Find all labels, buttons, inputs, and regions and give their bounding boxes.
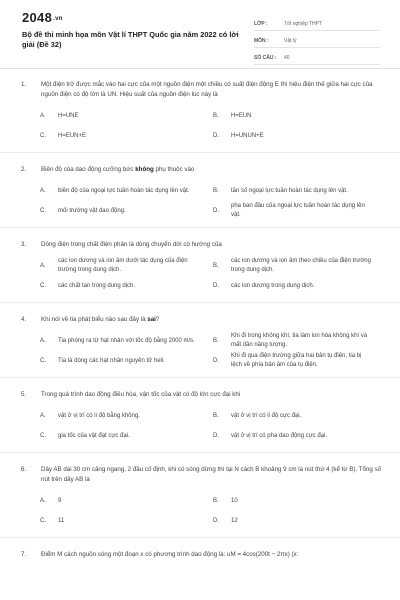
question-stem [0, 240, 400, 250]
option-letter: D. [213, 357, 219, 364]
answer-options [0, 331, 400, 371]
question-stem [0, 315, 400, 325]
option-letter: A. [40, 497, 46, 504]
answer-options [0, 406, 400, 446]
question-number: 1. [21, 81, 27, 88]
question-text [41, 550, 386, 560]
question-divider [0, 377, 400, 378]
question-text [41, 390, 386, 400]
answer-options [0, 491, 400, 531]
option-text: 9 [58, 497, 62, 504]
meta-label: LỚP : [254, 21, 268, 27]
option-letter: C. [40, 282, 46, 289]
logo-main: 2048 [22, 10, 53, 25]
answer-option[interactable] [213, 106, 386, 126]
option-text: môi trường vật dao động. [58, 207, 126, 214]
option-letter: B. [213, 337, 219, 344]
question-stem [0, 80, 400, 100]
option-text: 11 [58, 517, 65, 524]
option-letter: A. [40, 412, 46, 419]
option-text: các ion dương trong dung dịch. [231, 282, 315, 289]
question-text [41, 315, 386, 325]
question-text-part: Dây AB dài 30 cm căng ngang, 2 đầu cố định, khi có sóng dừng thì tại N cách B khoảng 9 cm là nút thứ 4 (kể từ B). Tổng số nút trên dây AB là [41, 466, 382, 483]
option-text: pha ban đầu của ngoại lực tuần hoàn tác dụng lên vật. [231, 203, 365, 218]
question-block [0, 550, 400, 560]
document-header [0, 0, 400, 62]
question-block [0, 165, 400, 228]
option-text: các ion dương và ion âm dưới tác dụng của điện trường trong dung dịch. [58, 258, 188, 273]
option-letter: C. [40, 432, 46, 439]
option-letter: C. [40, 357, 46, 364]
option-letter: A. [40, 112, 46, 119]
option-text: tần số ngoại lực tuần hoàn tác dụng lên vật. [231, 187, 348, 194]
question-list [0, 80, 400, 560]
option-text: vật ở vị trí có pha dao động cực đại. [231, 432, 328, 439]
header-divider [0, 68, 400, 69]
question-text-part: Biên độ của dao động cưỡng bức [41, 166, 136, 173]
meta-count-row [254, 48, 380, 65]
exam-meta [254, 14, 380, 65]
answer-option[interactable] [213, 126, 386, 146]
option-text: vật ở vị trí có li độ cực đại. [231, 412, 302, 419]
answer-option[interactable] [213, 426, 386, 446]
question-emphasis: không [135, 166, 154, 173]
question-number: 7. [21, 551, 27, 558]
answer-option[interactable] [213, 511, 386, 531]
option-letter: A. [40, 337, 46, 344]
option-text: Tia phóng ra từ hạt nhân với tốc độ bằng 2000 m/s. [58, 337, 195, 344]
option-text: Khi đi qua điện trường giữa hai bản tụ điện, tia bị lệch về phía bản âm của tụ điện. [231, 353, 362, 368]
question-number: 4. [21, 316, 27, 323]
option-letter: D. [213, 432, 219, 439]
answer-option[interactable] [213, 331, 386, 351]
option-text: H=EUN+E [58, 132, 87, 139]
option-text: Tia là dòng các hạt nhân nguyên tử heli. [58, 357, 165, 364]
answer-option[interactable] [213, 276, 386, 296]
question-text [41, 80, 386, 100]
option-letter: A. [40, 187, 46, 194]
answer-option[interactable] [40, 331, 213, 351]
site-logo[interactable] [22, 10, 63, 25]
question-number: 5. [21, 391, 27, 398]
option-letter: D. [213, 207, 219, 214]
question-text-part: Điểm M cách nguồn sóng một đoạn x có phương trình dao động là: uM = 4cos(200t − 2πx) (x: [41, 551, 299, 558]
question-text-part: ? [155, 316, 160, 323]
question-number: 6. [21, 466, 27, 473]
meta-value: Tốt nghiệp THPT [284, 21, 322, 27]
answer-option[interactable] [40, 126, 213, 146]
question-number: 3. [21, 241, 27, 248]
meta-label: SỐ CÂU : [254, 55, 277, 61]
option-letter: B. [213, 187, 219, 194]
question-divider [0, 152, 400, 153]
question-stem [0, 165, 400, 175]
option-text: H=EUN [231, 112, 252, 119]
option-letter: D. [213, 517, 219, 524]
option-text: vật ở vị trí có li độ bằng không. [58, 412, 140, 419]
option-letter: C. [40, 517, 46, 524]
answer-options [0, 256, 400, 296]
answer-option[interactable] [213, 256, 386, 276]
option-letter: C. [40, 132, 46, 139]
meta-class-row [254, 14, 380, 31]
option-text: 12 [231, 517, 238, 524]
option-letter: D. [213, 282, 219, 289]
answer-option[interactable] [213, 181, 386, 201]
answer-option[interactable] [40, 406, 213, 426]
answer-option[interactable] [40, 201, 213, 221]
question-number: 2. [21, 166, 27, 173]
question-text-part: Dòng điện trong chất điện phân là dòng chuyển dời có hướng của [41, 241, 222, 248]
question-divider [0, 227, 400, 228]
option-letter: C. [40, 207, 46, 214]
option-letter: B. [213, 262, 219, 269]
option-letter: D. [213, 132, 219, 139]
meta-subject-row [254, 31, 380, 48]
answer-option[interactable] [40, 351, 213, 371]
question-divider [0, 452, 400, 453]
answer-options [0, 106, 400, 146]
question-stem [0, 390, 400, 400]
meta-value: Vật lý [284, 38, 297, 44]
option-text: H=UNUN+E [231, 132, 264, 139]
question-text [41, 165, 386, 175]
answer-option[interactable] [40, 511, 213, 531]
answer-option[interactable] [40, 181, 213, 201]
question-text-part: phụ thuộc vào [153, 166, 195, 173]
logo-suffix: .vn [53, 16, 63, 22]
answer-option[interactable] [40, 256, 213, 276]
question-block [0, 240, 400, 303]
answer-option[interactable] [213, 406, 386, 426]
document-title: Bộ đề thi minh họa môn Vật lí THPT Quốc gia năm 2022 có lời giải (Đề 32) [22, 30, 239, 49]
answer-options [0, 181, 400, 221]
question-text-part: Một điện trở được mắc vào hai cực của một nguồn điện một chiều có suất điện động E thì hiệu điện thế giữa hai cực của nguồn điện có độ lớn là UN. Hiệu suất của nguồn điện lúc này là [41, 81, 373, 98]
meta-value: 40 [284, 55, 290, 61]
answer-option[interactable] [40, 491, 213, 511]
question-block [0, 390, 400, 453]
option-text: các chất tan trong dung dịch. [58, 282, 136, 289]
question-emphasis: sai [147, 316, 156, 323]
meta-label: MÔN : [254, 38, 269, 44]
question-text [41, 240, 386, 250]
question-text [41, 465, 386, 485]
option-letter: B. [213, 497, 219, 504]
answer-option[interactable] [40, 106, 213, 126]
option-text: Khi đi trong không khí, tia làm ion hóa không khí và mất dần năng lượng. [231, 333, 368, 348]
answer-option[interactable] [40, 276, 213, 296]
option-text: H=UNE [58, 112, 79, 119]
answer-option[interactable] [40, 426, 213, 446]
answer-option[interactable] [213, 351, 386, 371]
question-block [0, 315, 400, 378]
option-letter: B. [213, 112, 219, 119]
question-text-part: Trong quá trình dao động điều hòa, vận tốc của vật có độ lớn cực đại khi [41, 391, 241, 398]
question-divider [0, 537, 400, 538]
question-text-part: Khi nói về tia phát biểu nào sau đây là [41, 316, 148, 323]
answer-option[interactable] [213, 201, 386, 221]
option-letter: A. [40, 262, 46, 269]
option-text: các ion dương và ion âm theo chiều của điện trường trong dung dịch. [231, 258, 371, 273]
answer-option[interactable] [213, 491, 386, 511]
option-letter: B. [213, 412, 219, 419]
option-text: biên độ của ngoại lực tuần hoàn tác dụng lên vật. [58, 187, 190, 194]
question-stem [0, 550, 400, 560]
question-divider [0, 302, 400, 303]
question-block [0, 465, 400, 538]
option-text: 10 [231, 497, 238, 504]
question-stem [0, 465, 400, 485]
option-text: gia tốc của vật đạt cực đại. [58, 432, 130, 439]
question-block [0, 80, 400, 153]
